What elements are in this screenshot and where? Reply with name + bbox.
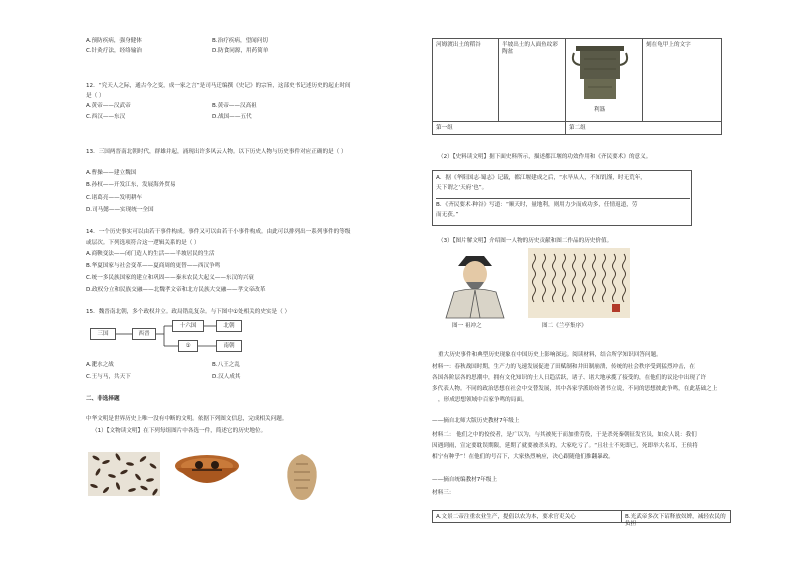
table-cell-rice-label: 河姆渡出土的稻谷 xyxy=(436,42,481,48)
q11-option-d: D.防食同源，用药简单 xyxy=(212,48,269,54)
q15-option-c: C.王与马，共天下 xyxy=(86,374,131,380)
q12-option-b: B.黄帝——汉高祖 xyxy=(212,103,257,109)
q11-option-b: B.治疗疾病，望闻问切 xyxy=(212,38,268,44)
q15-option-d: D.汉人成其 xyxy=(212,374,241,380)
q15-option-a: A.淝水之战 xyxy=(86,362,114,368)
q14-stem: 14．一个历史事实可以由若干事件构成。事件又可以由若干小事件构成。由此可以排列出一系列事件的等级 xyxy=(86,229,351,235)
section-title-non-choice: 二、非选择题 xyxy=(86,396,120,402)
quote-b-line2: 而无获。” xyxy=(436,212,459,218)
flow-box-xijin: 西晋 xyxy=(132,328,156,340)
material-2-source: ——摘自统编教材7年级上 xyxy=(432,477,498,483)
quote-divider xyxy=(436,198,690,199)
q12-option-d: D.战国——五代 xyxy=(212,114,252,120)
q12-option-c: C.西汉——东汉 xyxy=(86,114,126,120)
right-column xyxy=(432,0,726,562)
zu-chongzhi-portrait xyxy=(436,252,514,318)
figure-1-caption: 图一 祖冲之 xyxy=(452,323,482,329)
q14-option-c: C.统一多民族国家的建立和巩固——秦末农民大起义——东汉的兴衰 xyxy=(86,275,254,281)
table-cell-rice xyxy=(432,38,499,122)
material-intro: 重大历史事件和典型历史现象在中国历史上影响深远。阅读材料，结合所学知识回答问题。 xyxy=(438,352,662,358)
material-1-line2: 各国各阶层各的思潮中，拥有文化知识的士人日趋活跃，诸子、诸大地承揽了接受的，在他们的议论中出现了许 xyxy=(432,375,707,381)
table-cell-oracle-label: 刻在龟甲上的文字 xyxy=(646,42,691,48)
table-group-1-label: 第一组 xyxy=(436,125,453,131)
q13-stem: 13．三国两晋南北朝时代，群雄并起，涌现出许多风云人物。以下历史人物与历史事件对应正确的是（ ） xyxy=(86,149,347,155)
painted-pottery-basin-image xyxy=(172,452,242,496)
flow-box-shiliuguo: 十六国 xyxy=(172,320,204,332)
quote-a-line2: 天下谓之‘天府’也”。 xyxy=(436,185,488,191)
q14-option-a: A.商鞅变法——闭门造人的生活——半坡居民的生活 xyxy=(86,251,215,257)
table-cell-basin xyxy=(498,38,566,122)
sub-question-1: （1）【文物读文明】在下列每组图片中各选一件，简述它的历史地位。 xyxy=(92,428,267,434)
ligui-bronze-image xyxy=(572,41,628,103)
material-2-line3: 相宁有种乎”！在他们的号召下，大家热烈响应，决心跟随他们推翻暴政。 xyxy=(432,454,614,460)
q14-option-b: B.华夏国家与社会变革——夏商周的更替——西汉争鸣 xyxy=(86,263,221,269)
q13-option-d: D.司马懿——实现统一全国 xyxy=(86,207,154,213)
material-3-label: 材料三： xyxy=(432,490,455,496)
quote-box xyxy=(432,170,692,226)
table-cell-basin-label: 半坡出土的人面鱼纹彩陶盆 xyxy=(502,42,558,55)
material-1-source: ——摘自北师大版历史教材7年级上 xyxy=(432,418,520,424)
sub-question-3: （3）【图片解文明】介绍图一人物的历史贡献和图二作品的历史价值。 xyxy=(438,238,613,244)
material-3-box-b xyxy=(621,510,731,527)
figure-2-caption: 图二《兰亭集序》 xyxy=(542,323,587,329)
rice-grains-image xyxy=(88,452,160,496)
quote-b-line1: B．《齐民要术·种谷》写道：“顺天时，量地利，则用力少而成功多，任情返道，劳 xyxy=(436,202,638,208)
table-group-2-label: 第二组 xyxy=(569,125,586,131)
q11-option-a: A.预防疾病，强身健体 xyxy=(86,38,142,44)
q12-option-a: A.黄帝——汉武帝 xyxy=(86,103,131,109)
q13-option-c: C.诸葛亮——发明耕车 xyxy=(86,195,143,201)
q13-option-a: A.曹操——建立魏国 xyxy=(86,170,137,176)
lanting-preface-calligraphy xyxy=(528,248,630,318)
flow-box-sanguo: 三国 xyxy=(90,328,116,340)
material-3-box-a xyxy=(432,510,622,523)
material-1-line4: ，形成思想领域中百家争鸣的局面。 xyxy=(438,397,528,403)
ligui-caption: 利簋 xyxy=(594,107,606,113)
table-group-1 xyxy=(432,121,566,135)
section-intro: 中华文明是世界历史上唯一没有中断的文明。依据下列图文信息，完成相关问题。 xyxy=(86,416,288,422)
oracle-bone-image xyxy=(282,452,322,502)
material-2-line1: 材料二： 他们之中的佼佼者，是广以为，与其被死于而加重劳役，于是杀死秦朝征发官员，如众人说：我们 xyxy=(432,432,697,438)
material-1-line3: 多代表人物。不同的政治思想在社会中交替发展，其中各家学派纷纷著书立说，不同的思想彼此争鸣，在此基础之上 xyxy=(432,386,718,392)
q14-option-d: D.政权分立和民族交融——北魏孝文帝和北方民族大交融——孝文帝改革 xyxy=(86,287,266,293)
table-cell-oracle xyxy=(642,38,722,122)
q15-stem: 15．魏晋南北朝，多个政权并立。政局错乱复杂。与下图中①处相关的史实是（ ） xyxy=(86,309,291,315)
table-group-2 xyxy=(565,121,722,135)
left-column xyxy=(86,0,401,562)
flow-box-beichao: 北朝 xyxy=(216,320,242,332)
q13-option-b: B.孙权——开发江东，发展海外贸易 xyxy=(86,182,176,188)
q15-option-b: B.八王之乱 xyxy=(212,362,240,368)
flow-box-marker-1: ① xyxy=(178,340,198,352)
q12-stem-cont: 是（ ） xyxy=(86,93,105,99)
sub-question-2: （2）【史料读文明】据下面史料所示，描述都江堰的功效作用和《齐民要术》的意义。 xyxy=(438,154,652,160)
quote-a-line1: A．据《华阳国志·蜀志》记载，都江堰建成之后，“水旱从人，不知饥馑，时无荒年， xyxy=(436,175,646,181)
q14-stem-cont: 或层次。下列选项符合这一逻辑关系的是（ ） xyxy=(86,240,200,246)
table-cell-ligui xyxy=(565,38,643,122)
flow-box-nanchao: 南朝 xyxy=(216,340,242,352)
material-1-line1: 材料一：春秋战国时期，生产力的飞速发展促进了田赋制和井田制崩溃，传统的社会秩序受到猛烈冲击，在 xyxy=(432,364,695,370)
material-3-box-b-text: B.光武帝多次下诏释放奴婢，减轻农民的负担 xyxy=(625,514,726,527)
material-3-box-a-text: A.文景二帝注重农业生产，提倡以农为本，要求官吏关心 xyxy=(436,514,576,520)
material-2-line2: 因遇到雨，宣定要耽误期限，延期了就要被杀头的，大家吃亏了。“且壮士不死即已，死即举大名耳，王侯将 xyxy=(432,443,698,449)
q12-stem: 12．“究天人之际，通古今之变，成一家之言”是司马迁编撰《史记》的宗旨，这部史书记述历史的起止时间 xyxy=(86,83,351,89)
q11-option-c: C.针灸疗法，经络输治 xyxy=(86,48,143,54)
